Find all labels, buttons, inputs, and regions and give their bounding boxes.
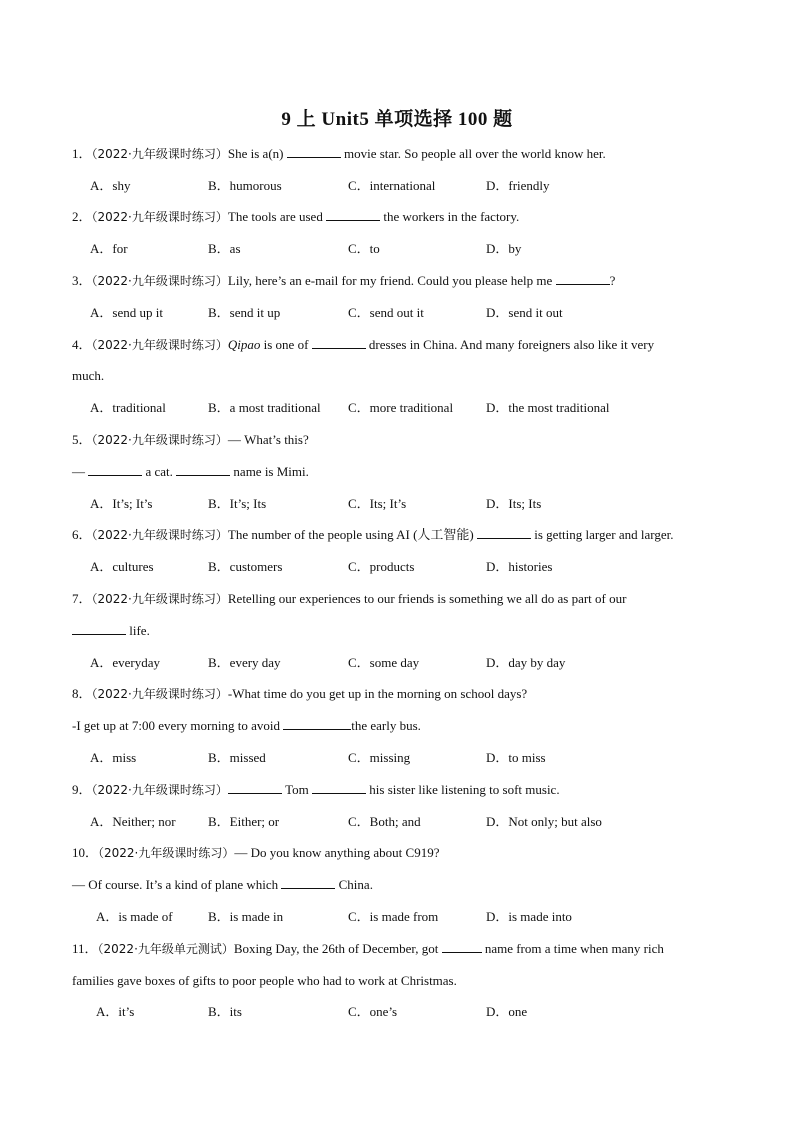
question-text: Retelling our experiences to our friends is something we all do as part of our [227, 591, 627, 606]
option-a[interactable]: A．It’s; It’s [90, 496, 153, 511]
answer-blank [326, 209, 380, 221]
question-10 [72, 845, 732, 861]
option-b[interactable]: B．missed [208, 750, 266, 765]
question-number: 1． [72, 146, 92, 161]
question-source: （2022·九年级课时练习） [91, 147, 228, 161]
question-number: 2． [72, 209, 92, 224]
question-11 [72, 941, 732, 957]
answer-blank [556, 273, 610, 285]
option-c[interactable]: C．international [348, 178, 436, 193]
question-number: 7． [72, 591, 92, 606]
question-text: is getting larger and larger. [531, 527, 674, 542]
answer-blank [287, 146, 341, 158]
answer-blank [88, 464, 142, 476]
question-number: 4． [72, 337, 92, 352]
question-8-line-2 [72, 718, 732, 734]
answer-blank [281, 877, 335, 889]
option-d[interactable]: D．histories [486, 559, 553, 574]
question-text: name is Mimi. [230, 464, 309, 479]
question-number: 8． [72, 686, 92, 701]
answer-blank [176, 464, 230, 476]
answer-blank [442, 941, 482, 953]
question-source: （2022·九年级课时练习） [91, 528, 228, 542]
question-source: （2022·九年级单元测试） [97, 942, 234, 956]
question-source: （2022·九年级课时练习） [91, 592, 228, 606]
question-text: his sister like listening to soft music. [366, 782, 560, 797]
question-number: 9． [72, 782, 92, 797]
question-text: The tools are used [227, 209, 327, 224]
question-number: 10． [72, 845, 99, 860]
option-b[interactable]: B．Either; or [208, 814, 280, 829]
option-d[interactable]: D．the most traditional [486, 400, 610, 415]
question-text: ? [609, 273, 616, 288]
question-5 [72, 432, 732, 448]
option-a[interactable]: A．shy [90, 178, 131, 193]
question-6 [72, 527, 732, 543]
question-source: （2022·九年级课时练习） [91, 338, 228, 352]
option-b[interactable]: B．It’s; Its [208, 496, 267, 511]
question-text: — What’s this? [227, 432, 309, 447]
question-9 [72, 782, 732, 798]
option-c[interactable]: C．some day [348, 655, 420, 670]
option-a[interactable]: A．everyday [90, 655, 161, 670]
question-11-continued: families gave boxes of gifts to poor people who had to work at Christmas. [72, 973, 457, 988]
question-source: （2022·九年级课时练习） [91, 433, 228, 447]
option-a[interactable]: A．cultures [90, 559, 154, 574]
question-4 [72, 337, 732, 353]
question-source: （2022·九年级课时练习） [98, 846, 235, 860]
question-3 [72, 273, 732, 289]
option-c[interactable]: C．one’s [348, 1004, 398, 1019]
option-c[interactable]: C．missing [348, 750, 411, 765]
question-text: is one of [260, 337, 312, 352]
answer-blank [228, 782, 282, 794]
question-4-continued: much. [72, 368, 105, 383]
option-d[interactable]: D．one [486, 1004, 528, 1019]
question-text: China. [335, 877, 373, 892]
answer-blank [283, 718, 351, 730]
option-a[interactable]: A．it’s [96, 1004, 135, 1019]
question-text: the workers in the factory. [380, 209, 520, 224]
question-5-line-2 [72, 464, 732, 480]
option-c[interactable]: C．more traditional [348, 400, 454, 415]
question-2 [72, 209, 732, 225]
option-a[interactable]: A．traditional [90, 400, 166, 415]
question-text: The number of the people using AI (人工智能) [227, 527, 477, 542]
answer-blank [312, 337, 366, 349]
question-7 [72, 591, 732, 607]
option-d[interactable]: D．day by day [486, 655, 566, 670]
answer-blank [312, 782, 366, 794]
question-text: She is a(n) [227, 146, 287, 161]
option-b[interactable]: B．humorous [208, 178, 282, 193]
question-source: （2022·九年级课时练习） [91, 783, 228, 797]
option-b[interactable]: B．customers [208, 559, 283, 574]
option-c[interactable]: C．Its; It’s [348, 496, 407, 511]
question-number: 6． [72, 527, 92, 542]
question-source: （2022·九年级课时练习） [91, 687, 228, 701]
question-text-italic: Qipao [227, 337, 261, 352]
question-1 [72, 146, 732, 162]
option-b[interactable]: B．is made in [208, 909, 284, 924]
question-number: 3． [72, 273, 92, 288]
option-b[interactable]: B．send it up [208, 305, 281, 320]
option-d[interactable]: D．is made into [486, 909, 572, 924]
question-number: 11． [72, 941, 98, 956]
question-number: 5． [72, 432, 92, 447]
question-text: Boxing Day, the 26th of December, got [233, 941, 442, 956]
page-title: 9 上 Unit5 单项选择 100 题 [281, 109, 513, 130]
question-text: dresses in China. And many foreigners also like it very [365, 337, 655, 352]
option-d[interactable]: D．Its; Its [486, 496, 542, 511]
answer-blank [477, 527, 531, 539]
option-b[interactable]: B．a most traditional [208, 400, 321, 415]
question-text: -I get up at 7:00 every morning to avoid [72, 718, 284, 733]
question-text: name from a time when many rich [481, 941, 664, 956]
option-a[interactable]: A．miss [90, 750, 137, 765]
question-7-continued [72, 623, 732, 639]
option-d[interactable]: D．by [486, 241, 522, 256]
question-8 [72, 686, 732, 702]
question-source: （2022·九年级课时练习） [91, 274, 228, 288]
option-a[interactable]: A．send up it [90, 305, 163, 320]
question-text: movie star. So people all over the world know her. [340, 146, 606, 161]
option-c[interactable]: C．send out it [348, 305, 424, 320]
question-10-line-2 [72, 877, 732, 893]
question-text: -What time do you get up in the morning on school days? [227, 686, 528, 701]
option-d[interactable]: D．friendly [486, 178, 550, 193]
option-c[interactable]: C．is made from [348, 909, 439, 924]
question-text: Tom [281, 782, 313, 797]
question-text: a cat. [142, 464, 177, 479]
option-a[interactable]: A．for [90, 241, 128, 256]
option-c[interactable]: C．Both; and [348, 814, 421, 829]
question-text: the early bus. [351, 718, 421, 733]
question-source: （2022·九年级课时练习） [91, 210, 228, 224]
option-d[interactable]: D．send it out [486, 305, 563, 320]
answer-blank [72, 623, 126, 635]
option-d[interactable]: D．to miss [486, 750, 546, 765]
option-b[interactable]: B．every day [208, 655, 281, 670]
question-text: — Of course. It’s a kind of plane which [72, 877, 282, 892]
option-b[interactable]: B．as [208, 241, 241, 256]
question-text: — [72, 464, 89, 479]
option-c[interactable]: C．products [348, 559, 415, 574]
option-c[interactable]: C．to [348, 241, 380, 256]
option-b[interactable]: B．its [208, 1004, 242, 1019]
question-text: — Do you know anything about C919? [234, 845, 440, 860]
question-text: life. [126, 623, 150, 638]
option-a[interactable]: A．is made of [96, 909, 173, 924]
option-d[interactable]: D．Not only; but also [486, 814, 602, 829]
question-text: Lily, here’s an e-mail for my friend. Could you please help me [227, 273, 556, 288]
option-a[interactable]: A．Neither; nor [90, 814, 176, 829]
